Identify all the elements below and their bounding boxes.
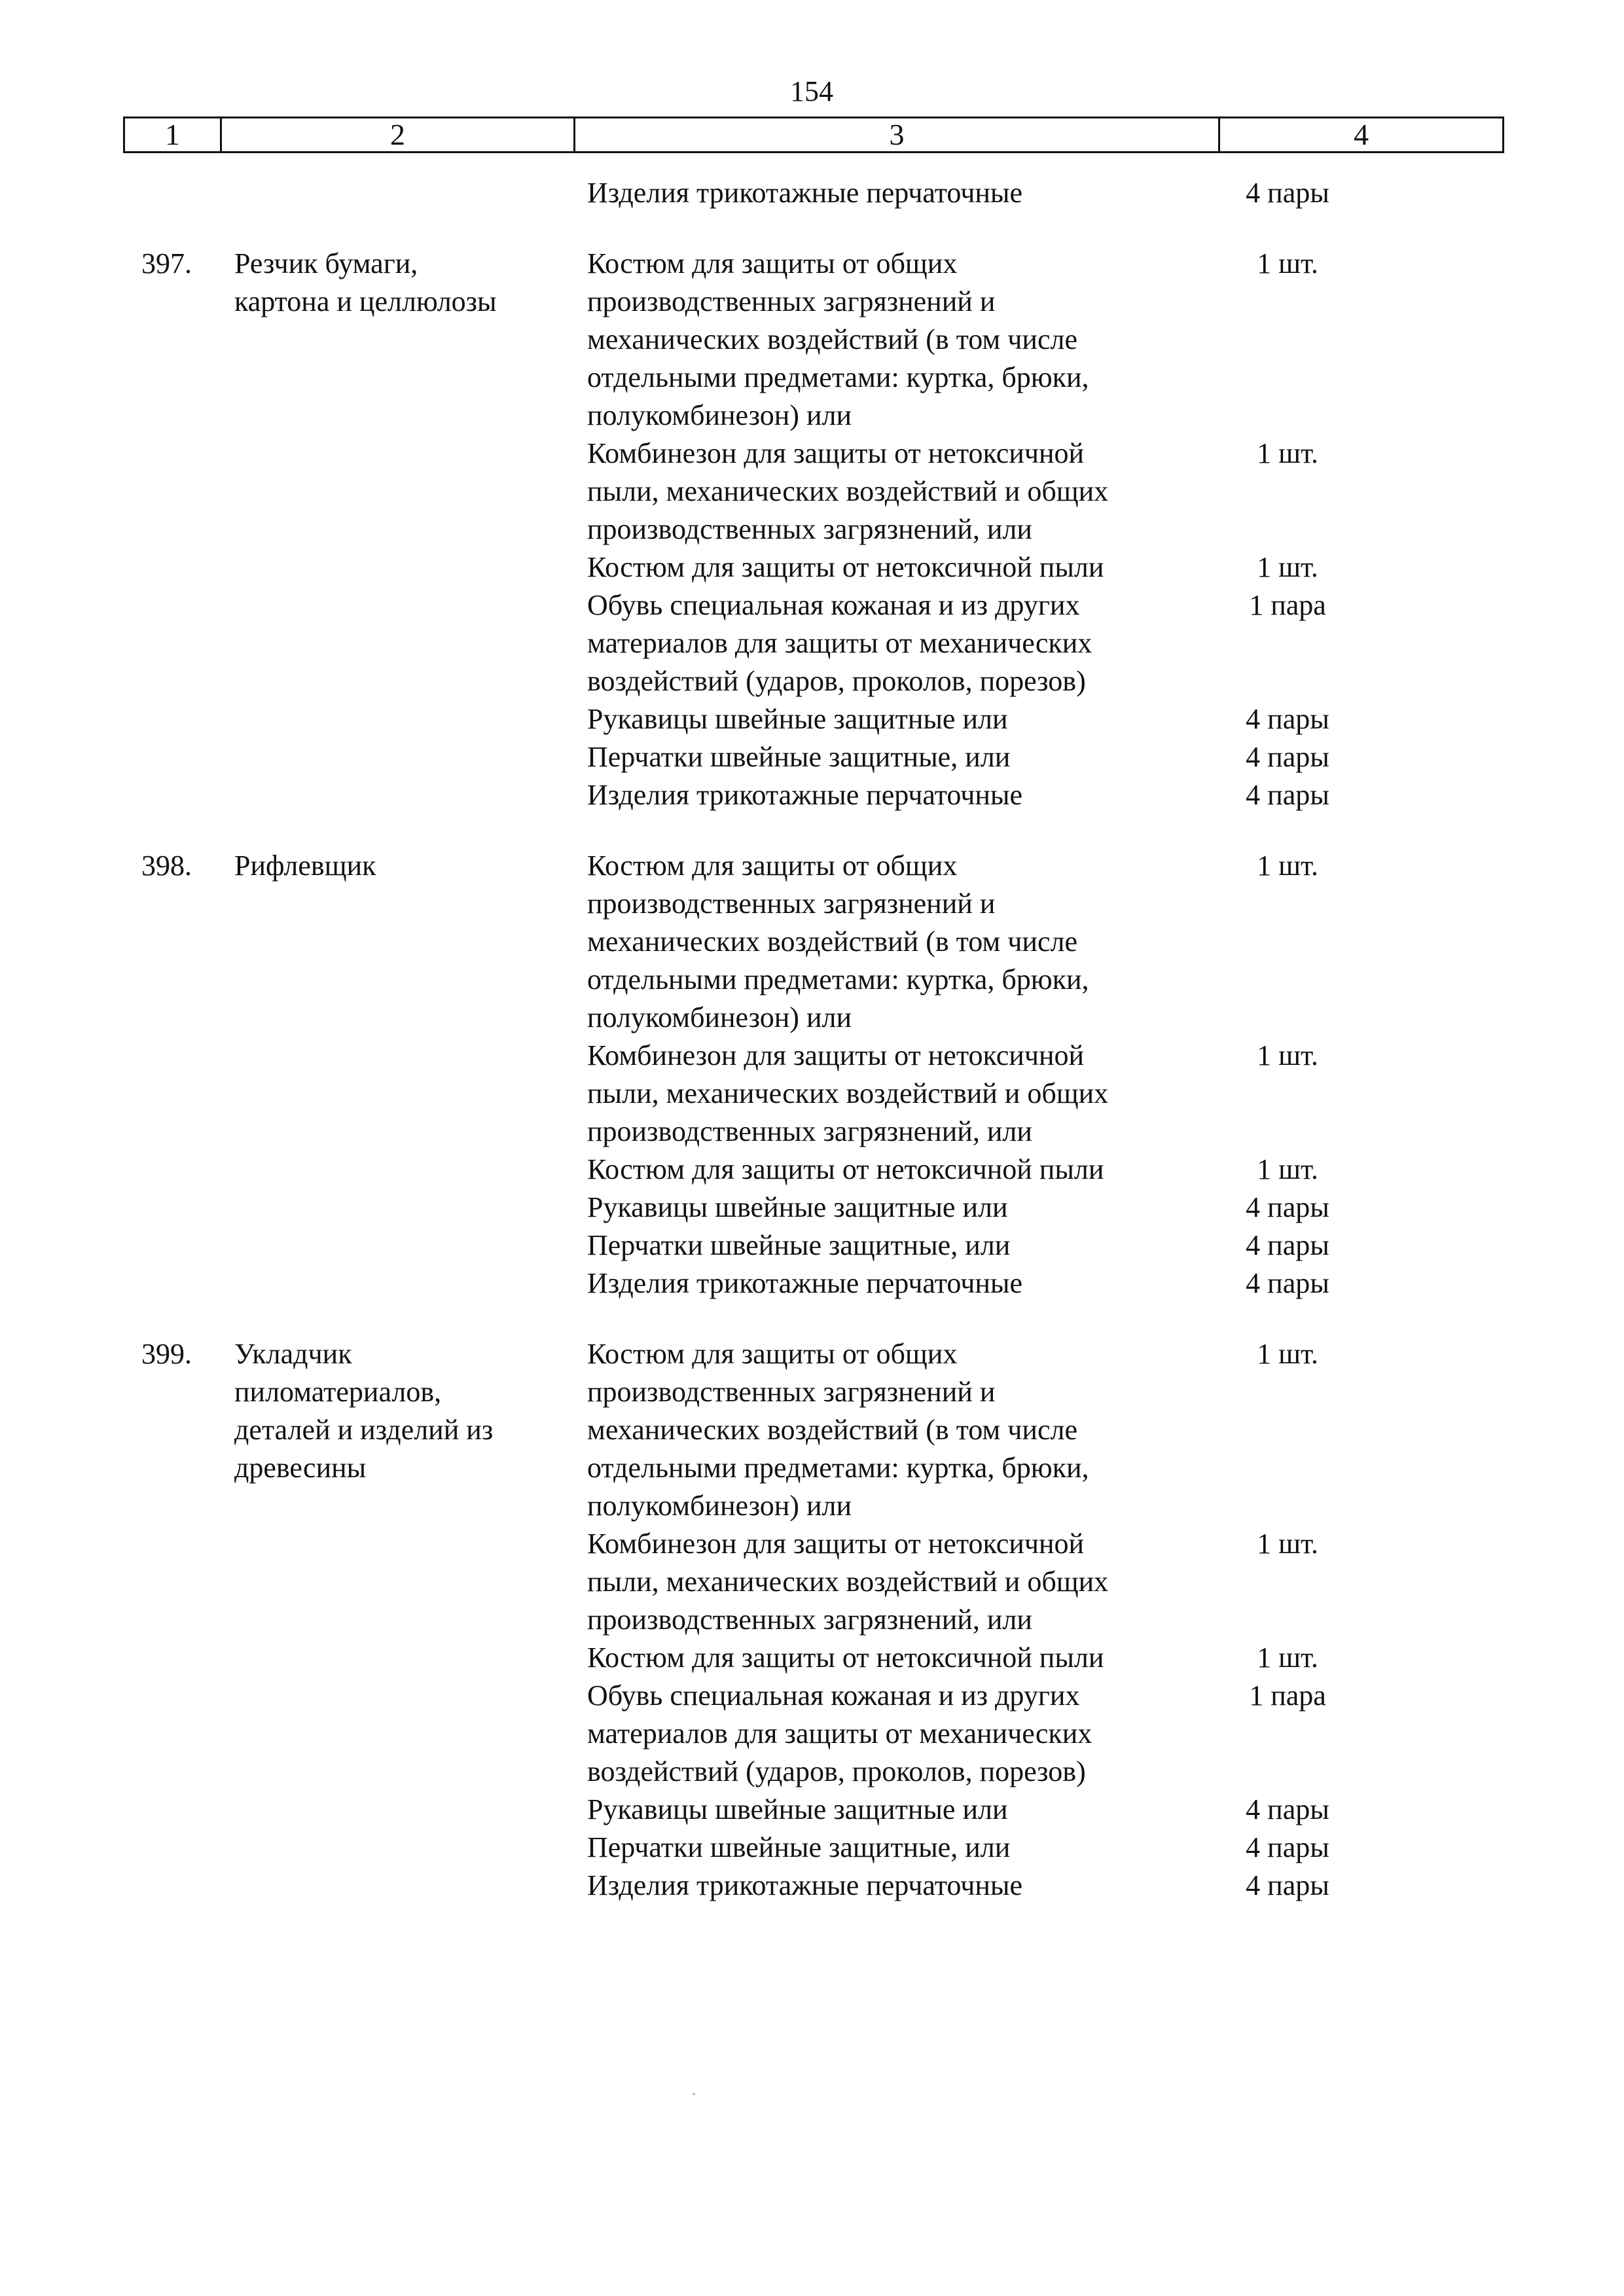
ppe-item-name: [587, 1227, 1196, 1265]
ppe-item-name: [587, 1525, 1196, 1639]
ppe-item-quantity: 1 шт.: [1257, 1641, 1318, 1674]
ppe-item-name: [587, 738, 1196, 776]
ppe-item-line: Обувь специальная кожаная и из других: [587, 589, 1080, 621]
ppe-item-line: воздействий (ударов, проколов, порезов): [587, 665, 1086, 697]
ppe-item: [587, 776, 1504, 814]
ppe-item-quantity: 4 пары: [1246, 1191, 1329, 1223]
ppe-item-line: производственных загрязнений, или: [587, 1604, 1032, 1636]
ppe-item-name: [587, 1189, 1196, 1227]
ppe-item-name: [587, 435, 1196, 548]
ppe-item-quantity: 1 шт.: [1257, 1338, 1318, 1370]
ppe-item-name: [587, 1867, 1196, 1905]
ppe-item: [587, 548, 1504, 586]
ppe-item-name: [587, 1265, 1196, 1302]
profession-name: [234, 245, 562, 321]
profession-line: Резчик бумаги,: [234, 247, 418, 279]
ppe-item: [587, 1867, 1504, 1905]
ppe-item-quantity: 1 пара: [1249, 1679, 1326, 1712]
ppe-item-quantity: 1 шт.: [1257, 850, 1318, 882]
profession-name: [234, 847, 562, 885]
ppe-item: [587, 1227, 1504, 1265]
ppe-item-line: Комбинезон для защиты от нетоксичной: [587, 1528, 1085, 1560]
ppe-item-quantity: 4 пары: [1246, 779, 1329, 811]
column-header-4: 4: [1354, 118, 1369, 151]
ppe-item-name: [587, 1037, 1196, 1151]
ppe-item-name: [587, 1335, 1196, 1525]
ppe-item-line: Костюм для защиты от нетоксичной пыли: [587, 1641, 1104, 1674]
ppe-item-quantity: 4 пары: [1246, 1793, 1329, 1825]
ppe-item: [587, 847, 1504, 1037]
profession-line: картона и целлюлозы: [234, 285, 497, 317]
column-header-3: 3: [575, 118, 1220, 151]
ppe-item-name: [587, 1677, 1196, 1791]
ppe-item: [587, 738, 1504, 776]
ppe-item-quantity: 4 пары: [1246, 703, 1329, 735]
ppe-item-line: Рукавицы швейные защитные или: [587, 1793, 1008, 1825]
ppe-item-line: воздействий (ударов, проколов, порезов): [587, 1755, 1086, 1787]
ppe-item-line: Рукавицы швейные защитные или: [587, 1191, 1008, 1223]
ppe-item-line: Комбинезон для защиты от нетоксичной: [587, 1039, 1085, 1071]
ppe-item: [587, 1189, 1504, 1227]
ppe-item: [587, 1265, 1504, 1302]
ppe-item-line: механических воздействий (в том числе: [587, 323, 1077, 355]
ppe-item: [587, 1525, 1504, 1639]
ppe-item-list: [587, 245, 1504, 814]
ppe-item-quantity: 1 шт.: [1257, 437, 1318, 469]
ppe-item-name: [587, 1791, 1196, 1829]
ppe-item-line: Обувь специальная кожаная и из других: [587, 1679, 1080, 1712]
ppe-item-name: [587, 586, 1196, 700]
table-row: [0, 847, 1624, 1302]
ppe-item-name: [587, 1639, 1196, 1677]
ppe-item-line: производственных загрязнений и: [587, 285, 996, 317]
ppe-item-quantity: 1 шт.: [1257, 1039, 1318, 1071]
ppe-item-list: [587, 1335, 1504, 1905]
ppe-item-line: Перчатки швейные защитные, или: [587, 1229, 1011, 1261]
ppe-item-name: [587, 174, 1196, 212]
row-number: 397.: [141, 247, 192, 279]
page-number: 154: [790, 75, 833, 107]
row-number: 398.: [141, 850, 192, 882]
ppe-item: [587, 700, 1504, 738]
continuation-block: [0, 174, 1624, 212]
ppe-item-quantity: 4 пары: [1246, 177, 1329, 209]
ppe-item-quantity: 4 пары: [1246, 1831, 1329, 1863]
ppe-item-quantity: 4 пары: [1246, 1267, 1329, 1299]
ppe-item-line: Костюм для защиты от нетоксичной пыли: [587, 1153, 1104, 1185]
ppe-item-quantity: 1 шт.: [1257, 1528, 1318, 1560]
ppe-item-quantity: 4 пары: [1246, 741, 1329, 773]
ppe-item-line: Костюм для защиты от нетоксичной пыли: [587, 551, 1104, 583]
ppe-item-quantity: 4 пары: [1246, 1869, 1329, 1901]
scan-speck: [693, 2093, 695, 2095]
ppe-item-list: [587, 847, 1504, 1302]
ppe-item-line: материалов для защиты от механических: [587, 627, 1092, 659]
column-header-2: 2: [222, 118, 575, 151]
profession-line: Рифлевщик: [234, 850, 376, 882]
ppe-item: [587, 586, 1504, 700]
column-header-row: [123, 117, 1504, 153]
ppe-item-line: Изделия трикотажные перчаточные: [587, 177, 1023, 209]
column-header-1: 1: [125, 118, 222, 151]
ppe-item: [587, 1639, 1504, 1677]
ppe-item-line: производственных загрязнений, или: [587, 513, 1032, 545]
ppe-item-line: производственных загрязнений и: [587, 1376, 996, 1408]
ppe-item-line: Перчатки швейные защитные, или: [587, 1831, 1011, 1863]
ppe-item-line: Рукавицы швейные защитные или: [587, 703, 1008, 735]
ppe-item-name: [587, 548, 1196, 586]
ppe-item-line: полукомбинезон) или: [587, 1001, 852, 1033]
ppe-item-name: [587, 245, 1196, 435]
ppe-item: [587, 1335, 1504, 1525]
ppe-item: [587, 1677, 1504, 1791]
ppe-item-line: Костюм для защиты от общих: [587, 1338, 958, 1370]
ppe-item: [587, 1037, 1504, 1151]
ppe-item-line: производственных загрязнений и: [587, 888, 996, 920]
ppe-item-quantity: 1 шт.: [1257, 247, 1318, 279]
ppe-item-line: пыли, механических воздействий и общих: [587, 475, 1109, 507]
profession-line: пиломатериалов,: [234, 1376, 442, 1408]
ppe-item-line: отдельными предметами: куртка, брюки,: [587, 963, 1089, 996]
ppe-item-line: отдельными предметами: куртка, брюки,: [587, 361, 1089, 393]
ppe-item-line: Изделия трикотажные перчаточные: [587, 779, 1023, 811]
ppe-item-line: Костюм для защиты от общих: [587, 850, 958, 882]
ppe-item-line: Изделия трикотажные перчаточные: [587, 1869, 1023, 1901]
ppe-item-line: Изделия трикотажные перчаточные: [587, 1267, 1023, 1299]
row-number: 399.: [141, 1338, 192, 1370]
ppe-item-list: [587, 174, 1504, 212]
ppe-item-name: [587, 776, 1196, 814]
profession-name: [234, 1335, 562, 1487]
ppe-item-line: Костюм для защиты от общих: [587, 247, 958, 279]
ppe-item-name: [587, 700, 1196, 738]
ppe-item-line: отдельными предметами: куртка, брюки,: [587, 1452, 1089, 1484]
ppe-item-name: [587, 847, 1196, 1037]
table-row: [0, 1335, 1624, 1905]
profession-line: деталей и изделий из: [234, 1414, 494, 1446]
table-body: [0, 174, 1624, 1937]
table-row: [0, 245, 1624, 814]
ppe-item-quantity: 4 пары: [1246, 1229, 1329, 1261]
ppe-item-line: механических воздействий (в том числе: [587, 925, 1077, 958]
ppe-item-name: [587, 1151, 1196, 1189]
profession-line: Укладчик: [234, 1338, 352, 1370]
ppe-item-line: производственных загрязнений, или: [587, 1115, 1032, 1147]
ppe-item-line: Перчатки швейные защитные, или: [587, 741, 1011, 773]
ppe-item-line: Комбинезон для защиты от нетоксичной: [587, 437, 1085, 469]
ppe-item-line: механических воздействий (в том числе: [587, 1414, 1077, 1446]
profession-line: древесины: [234, 1452, 367, 1484]
ppe-item: [587, 245, 1504, 435]
ppe-item-line: пыли, механических воздействий и общих: [587, 1566, 1109, 1598]
ppe-item-line: пыли, механических воздействий и общих: [587, 1077, 1109, 1109]
ppe-item: [587, 174, 1504, 212]
ppe-item-quantity: 1 шт.: [1257, 551, 1318, 583]
ppe-item: [587, 1791, 1504, 1829]
ppe-item-quantity: 1 пара: [1249, 589, 1326, 621]
ppe-item: [587, 1151, 1504, 1189]
ppe-item-line: полукомбинезон) или: [587, 1490, 852, 1522]
ppe-item-line: полукомбинезон) или: [587, 399, 852, 431]
ppe-item: [587, 1829, 1504, 1867]
ppe-item-quantity: 1 шт.: [1257, 1153, 1318, 1185]
ppe-item-name: [587, 1829, 1196, 1867]
ppe-item: [587, 435, 1504, 548]
ppe-item-line: материалов для защиты от механических: [587, 1717, 1092, 1749]
